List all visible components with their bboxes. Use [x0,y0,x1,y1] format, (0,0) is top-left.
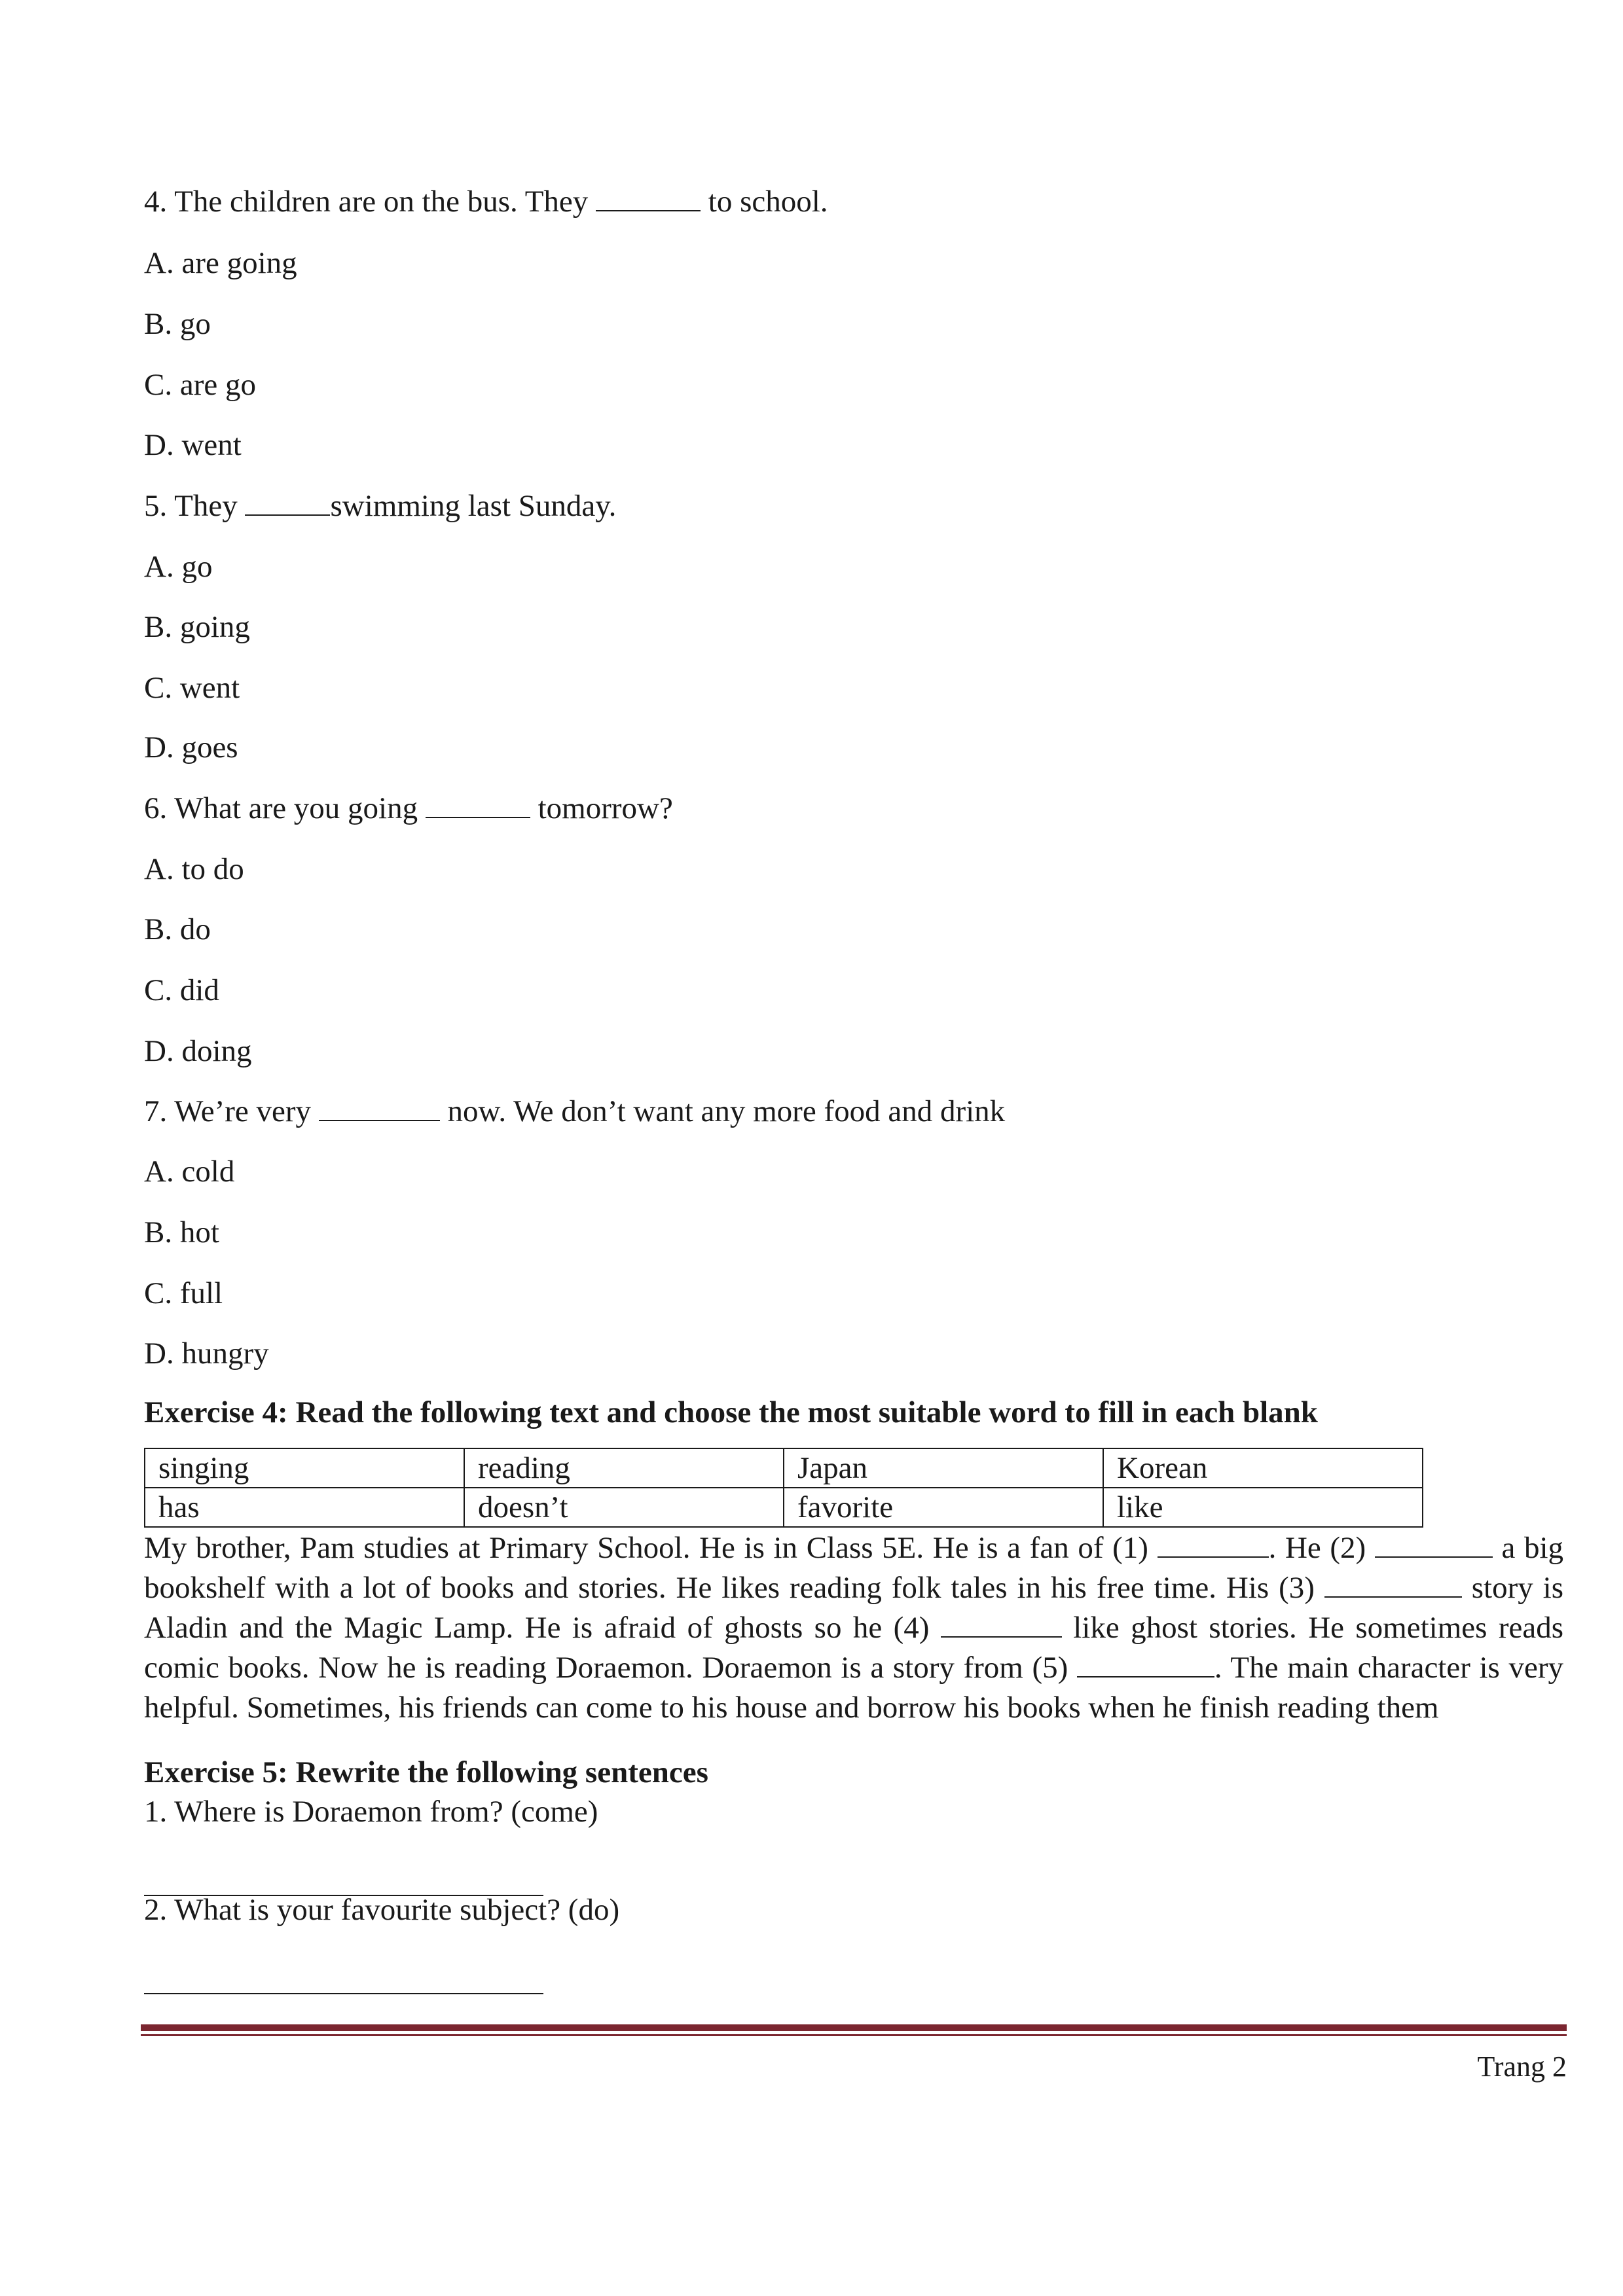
passage-blank-5 [1077,1651,1214,1677]
question-6-text-after: tomorrow? [530,791,673,825]
question-6-text-before: 6. What are you going [144,791,426,825]
question-7-text-after: now. We don’t want any more food and drink [439,1094,1006,1128]
word-box-cell: singing [145,1448,464,1488]
question-6-option-a: A. to do [144,852,244,886]
passage-segment: a big bookshelf with a lot of books and stories. He likes reading folk tales in his free time. His (3) [144,1531,1564,1605]
passage-segment: like ghost stories. He sometimes reads comic books. Now he is reading Doraemon. Doraemon is a story from (5) [144,1611,1563,1685]
question-7-stem [144,1093,1005,1130]
question-4-stem [144,183,828,220]
word-box-cell: has [145,1488,464,1527]
question-7-option-d: D. hungry [144,1336,269,1371]
question-6-option-b: B. do [144,912,211,946]
passage-blank-4 [941,1611,1062,1638]
word-box-cell: like [1103,1488,1423,1527]
passage-blank-1 [1158,1532,1269,1558]
question-5-text-before: 5. They [144,489,246,523]
question-5-text-after: swimming last Sunday. [330,489,617,523]
footer-rule [141,2024,1567,2031]
question-7-option-c: C. full [144,1276,223,1310]
question-6-option-c: C. did [144,973,219,1007]
passage-segment: story is Aladin and the Magic Lamp. He is afraid of ghosts so he (4) [144,1571,1563,1645]
exercise-5-item-1: 1. Where is Doraemon from? (come) [144,1795,598,1829]
question-7-option-b: B. hot [144,1215,219,1249]
question-7-option-a: A. cold [144,1155,235,1189]
question-4-option-b: B. go [144,307,211,341]
question-4-text-after: to school. [701,185,828,219]
question-6-stem [144,790,673,827]
exercise-5-item-2: 2. What is your favourite subject? (do) [144,1893,620,1927]
passage-segment: . The main character is very helpful. Sometimes, his friends can come to his house and borrow his books when he finish reading them [144,1651,1563,1725]
passage-blank-3 [1324,1571,1462,1598]
exercise-4-title: Exercise 4: Read the following text and choose the most suitable word to fill in each blank [144,1395,1318,1429]
passage-blank-2 [1375,1532,1493,1558]
question-5-option-a: A. go [144,550,213,584]
question-5-option-b: B. going [144,610,250,644]
word-box-cell: reading [464,1448,784,1488]
question-4-option-a: A. are going [144,246,297,280]
question-5-option-d: D. goes [144,730,238,764]
question-5-blank [245,490,330,516]
question-4-option-d: D. went [144,428,242,462]
page-number: Trang 2 [1477,2051,1567,2083]
word-box-cell: doesn’t [464,1488,784,1527]
answer-line-2 [144,1993,543,1994]
word-box-row [145,1488,1423,1527]
word-box-row [145,1448,1423,1488]
question-6-option-d: D. doing [144,1034,252,1068]
passage-segment: . He (2) [1268,1531,1375,1565]
footer-rule-thin [141,2034,1567,2036]
exercise-4-passage [144,1528,1563,1728]
exercise-5-title: Exercise 5: Rewrite the following sentences [144,1755,708,1789]
question-4-option-c: C. are go [144,368,256,402]
question-5-option-c: C. went [144,671,240,705]
question-4-blank [596,185,701,211]
word-box-table [144,1448,1423,1528]
word-box-cell: Korean [1103,1448,1423,1488]
word-box-cell: favorite [784,1488,1103,1527]
question-7-text-before: 7. We’re very [144,1094,319,1128]
question-6-blank [426,792,530,818]
passage-segment: My brother, Pam studies at Primary School. He is in Class 5E. He is a fan of (1) [144,1531,1158,1565]
word-box-cell: Japan [784,1448,1103,1488]
question-7-blank [319,1095,440,1121]
question-4-text-before: 4. The children are on the bus. They [144,185,596,219]
question-5-stem [144,488,616,524]
